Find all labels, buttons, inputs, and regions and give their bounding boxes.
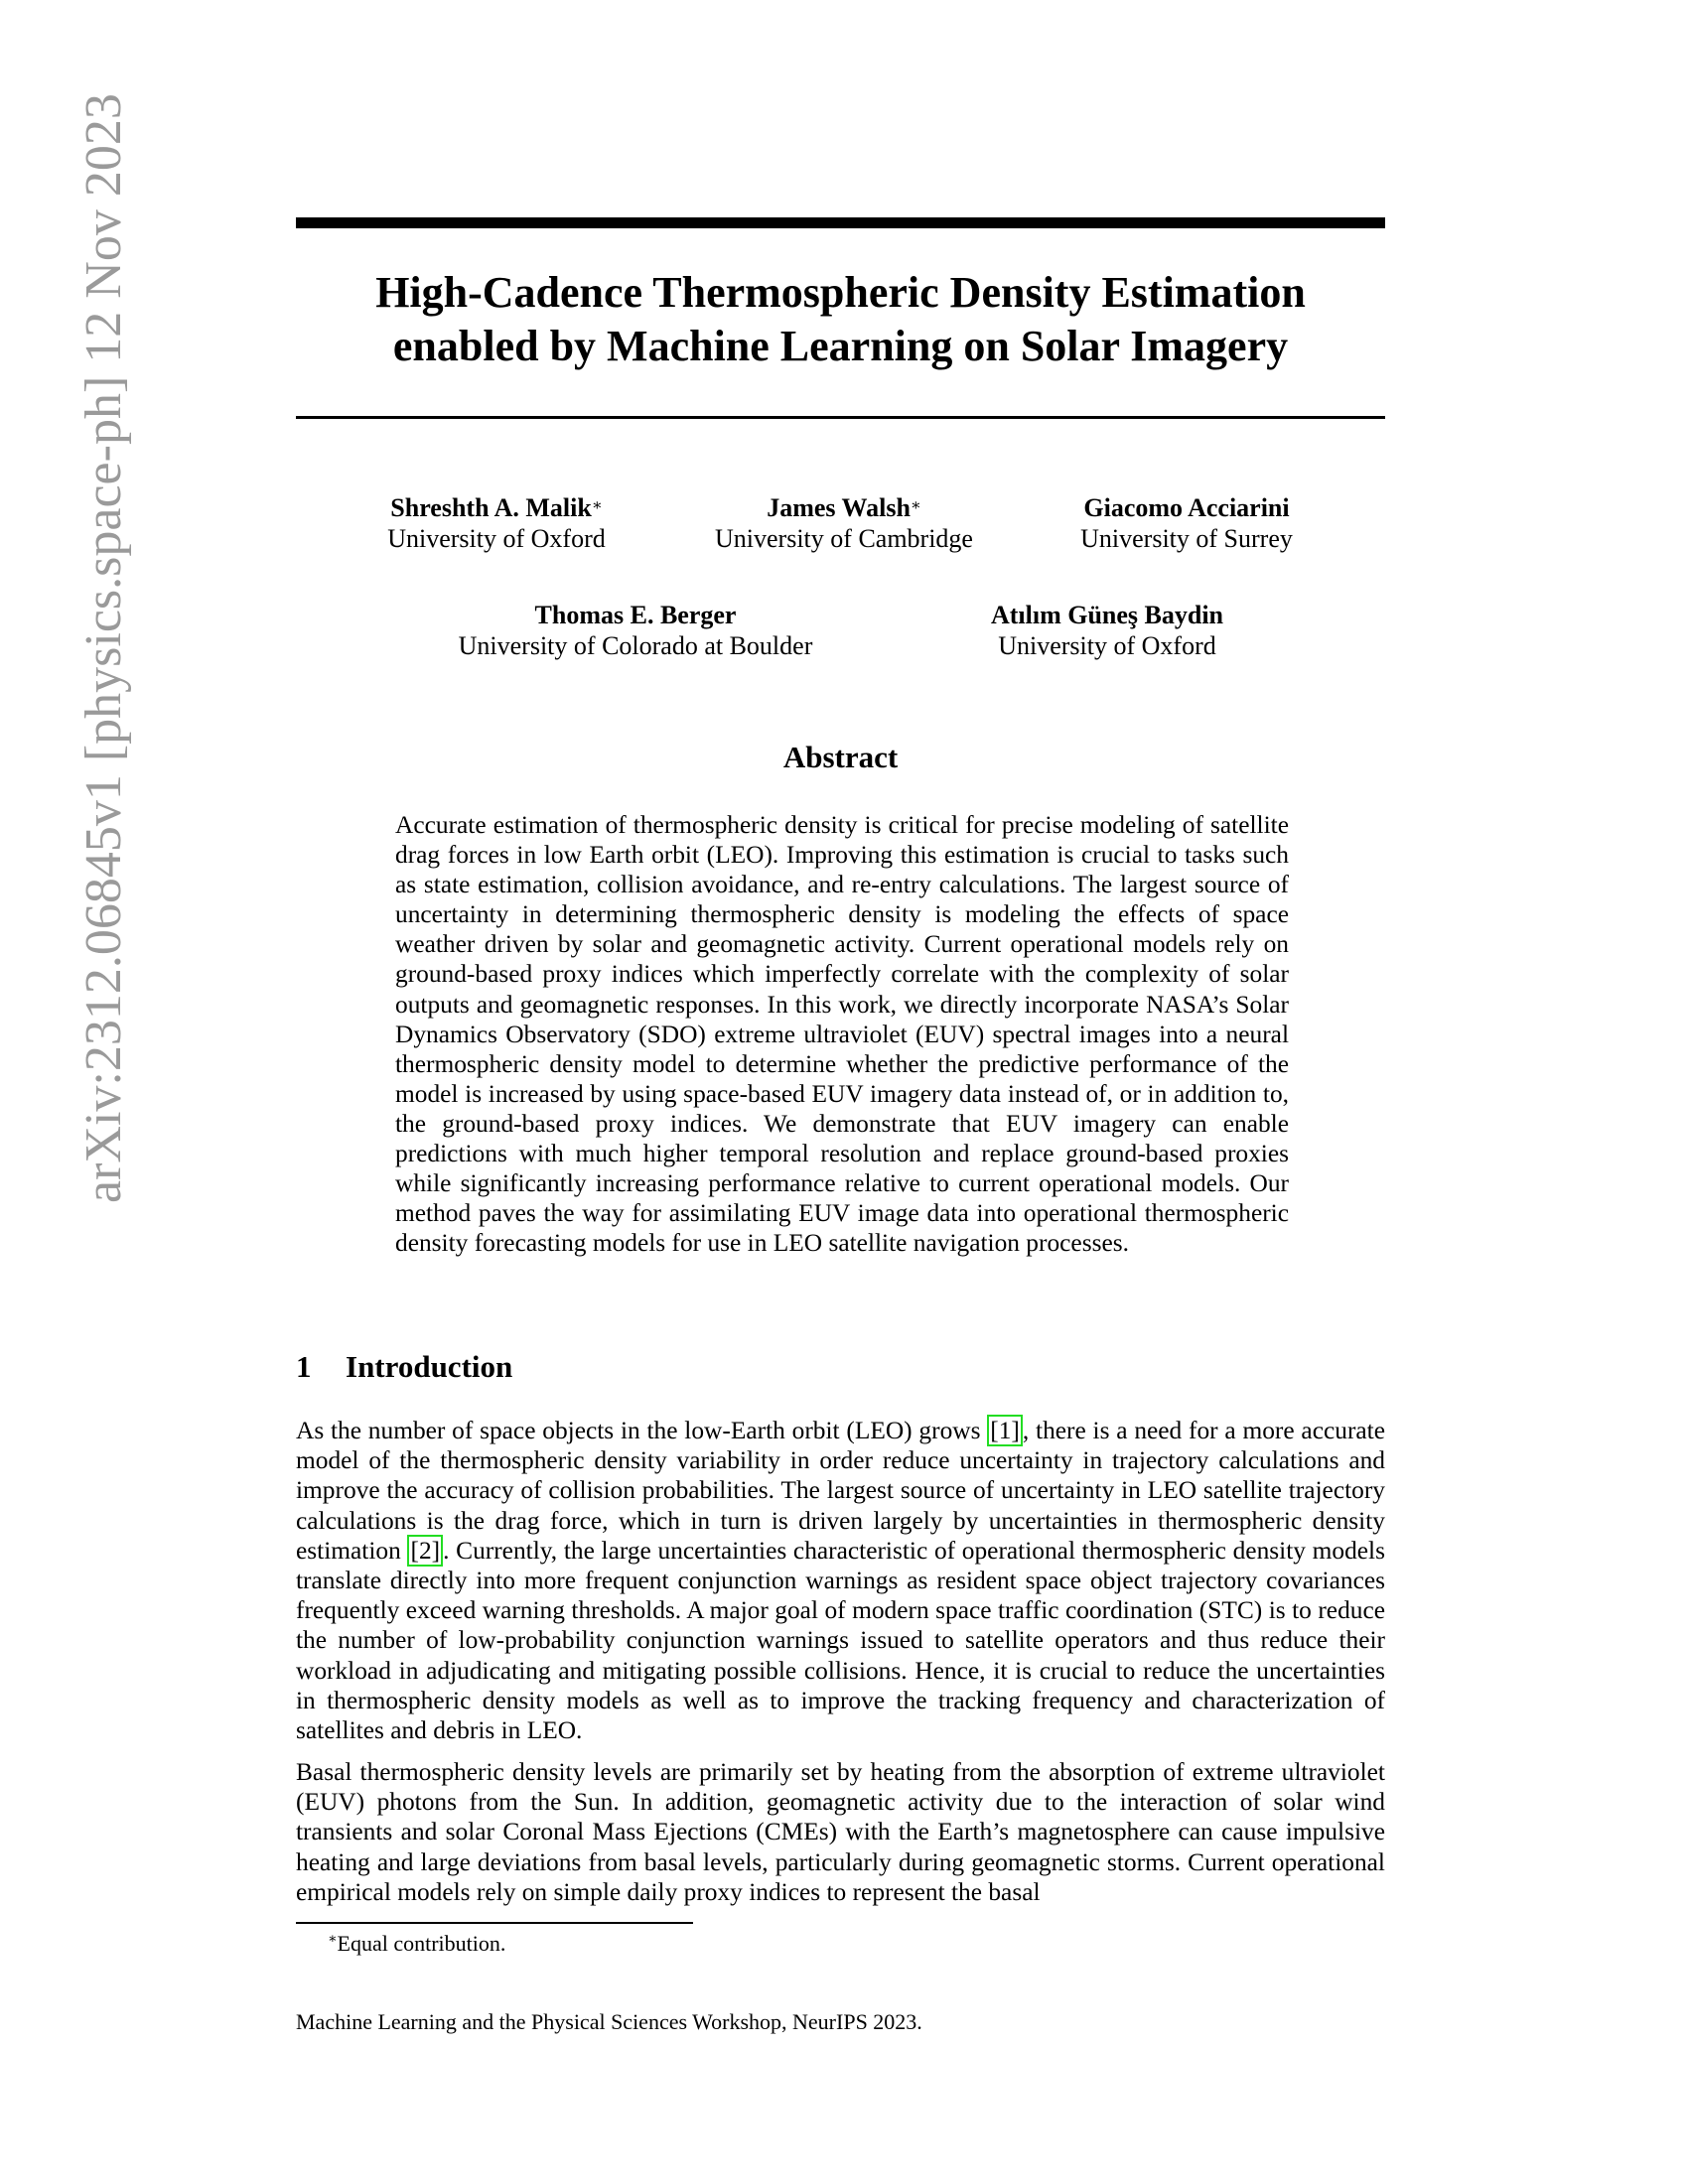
title-line-2: enabled by Machine Learning on Solar Imagery (392, 322, 1289, 370)
footnote-text: Equal contribution. (337, 1931, 506, 1956)
title-top-rule (296, 217, 1385, 228)
section-title: Introduction (346, 1349, 513, 1384)
author-affiliation: University of Surrey (1080, 524, 1293, 553)
author-affiliation: University of Cambridge (715, 524, 973, 553)
author-3 (1067, 492, 1306, 554)
author-name: James Walsh (767, 493, 911, 522)
citation-link-1[interactable]: [1] (987, 1415, 1023, 1446)
author-affiliation: University of Colorado at Boulder (458, 631, 813, 660)
citation-link-2[interactable]: [2] (407, 1535, 443, 1567)
author-affiliation: University of Oxford (998, 631, 1216, 660)
author-name: Thomas E. Berger (534, 601, 737, 629)
title-bottom-rule (296, 416, 1385, 419)
author-name: Atılım Güneş Baydin (990, 601, 1224, 629)
abstract-text: Accurate estimation of thermospheric density is critical for precise modeling of satellite drag forces in low Earth orbit (LEO). Improving this estimation is crucial to tasks such as state estimation, collision avoidance, and re-entry calculations. The largest source of uncertainty in determining thermospheric density is modeling the effects of space weather driven by solar and geomagnetic activity. Current operational models rely on ground-based proxy indices which imperfectly correlate with the complexity of solar outputs and geomagnetic responses. In this work, we directly incorporate NASA’s Solar Dynamics Observatory (SDO) extreme ultraviolet (EUV) spectral images into a neural thermospheric density model to determine whether the predictive performance of the model is increased by using space-based EUV imagery data instead of, or in addition to, the ground-based proxy indices. We demonstrate that EUV imagery can enable predictions with much higher temporal resolution and replace ground-based proxies while significantly increasing performance relative to current operational models. Our method paves the way for assimilating EUV image data into operational thermospheric density forecasting models for use in LEO satellite navigation processes. (395, 811, 1289, 1258)
author-name: Shreshth A. Malik (390, 493, 592, 522)
title-line-1: High-Cadence Thermospheric Density Estimation (375, 268, 1306, 317)
footnote-mark: ∗ (328, 1932, 338, 1947)
paragraph-text: , there is a need for a more accurate model of the thermospheric density variability in order reduce uncertainty in trajectory calculations and improve the accuracy of collision probabilities. The largest source of uncertainty in LEO satellite trajectory calculations is the drag force, which in turn is driven largely by uncertainties in thermospheric density estimation (296, 1417, 1385, 1565)
author-name: Giacomo Acciarini (1083, 493, 1290, 522)
intro-paragraph-2: Basal thermospheric density levels are primarily set by heating from the absorption of extreme ultraviolet (EUV) photons from the Sun. In addition, geomagnetic activity due to the interaction of solar wind transients and solar Coronal Mass Ejections (CMEs) with the Earth’s magnetosphere can cause impulsive heating and large deviations from basal levels, particularly during geomagnetic storms. Current operational empirical models rely on simple daily proxy indices to represent the basal (296, 1758, 1385, 1906)
section-number: 1 (296, 1349, 312, 1384)
paragraph-text: . Currently, the large uncertainties characteristic of operational thermospheric density models translate directly into more frequent conjunction warnings as resident space object trajectory covariances frequently exceed warning thresholds. A major goal of modern space traffic coordination (STC) is to reduce the number of low-probability conjunction warnings issued to satellite operators and thus reduce their workload in adjudicating and mitigating possible collisions. Hence, it is crucial to reduce the uncertainties in thermospheric density models as well as to improve the tracking frequency and characterization of satellites and debris in LEO. (296, 1536, 1385, 1745)
intro-paragraph-1 (296, 1416, 1385, 1745)
section-heading-introduction (296, 1349, 512, 1385)
footnote (328, 1931, 505, 1957)
author-affiliation: University of Oxford (387, 524, 606, 553)
abstract-heading: Abstract (782, 740, 899, 774)
paragraph-text: As the number of space objects in the low-Earth orbit (LEO) grows (296, 1417, 988, 1444)
author-4 (437, 600, 834, 661)
arxiv-identifier: arXiv:2312.06845v1 [physics.space-ph] 12 Nov 2023 (75, 93, 132, 1203)
venue-note: Machine Learning and the Physical Sciences Workshop, NeurIPS 2023. (296, 2009, 922, 2034)
footnote-rule (296, 1922, 693, 1924)
author-5 (968, 600, 1246, 661)
author-1 (367, 492, 626, 554)
author-mark: ∗ (910, 497, 921, 514)
author-2 (695, 492, 993, 554)
author-mark: ∗ (591, 497, 603, 514)
paper-title (296, 266, 1385, 373)
